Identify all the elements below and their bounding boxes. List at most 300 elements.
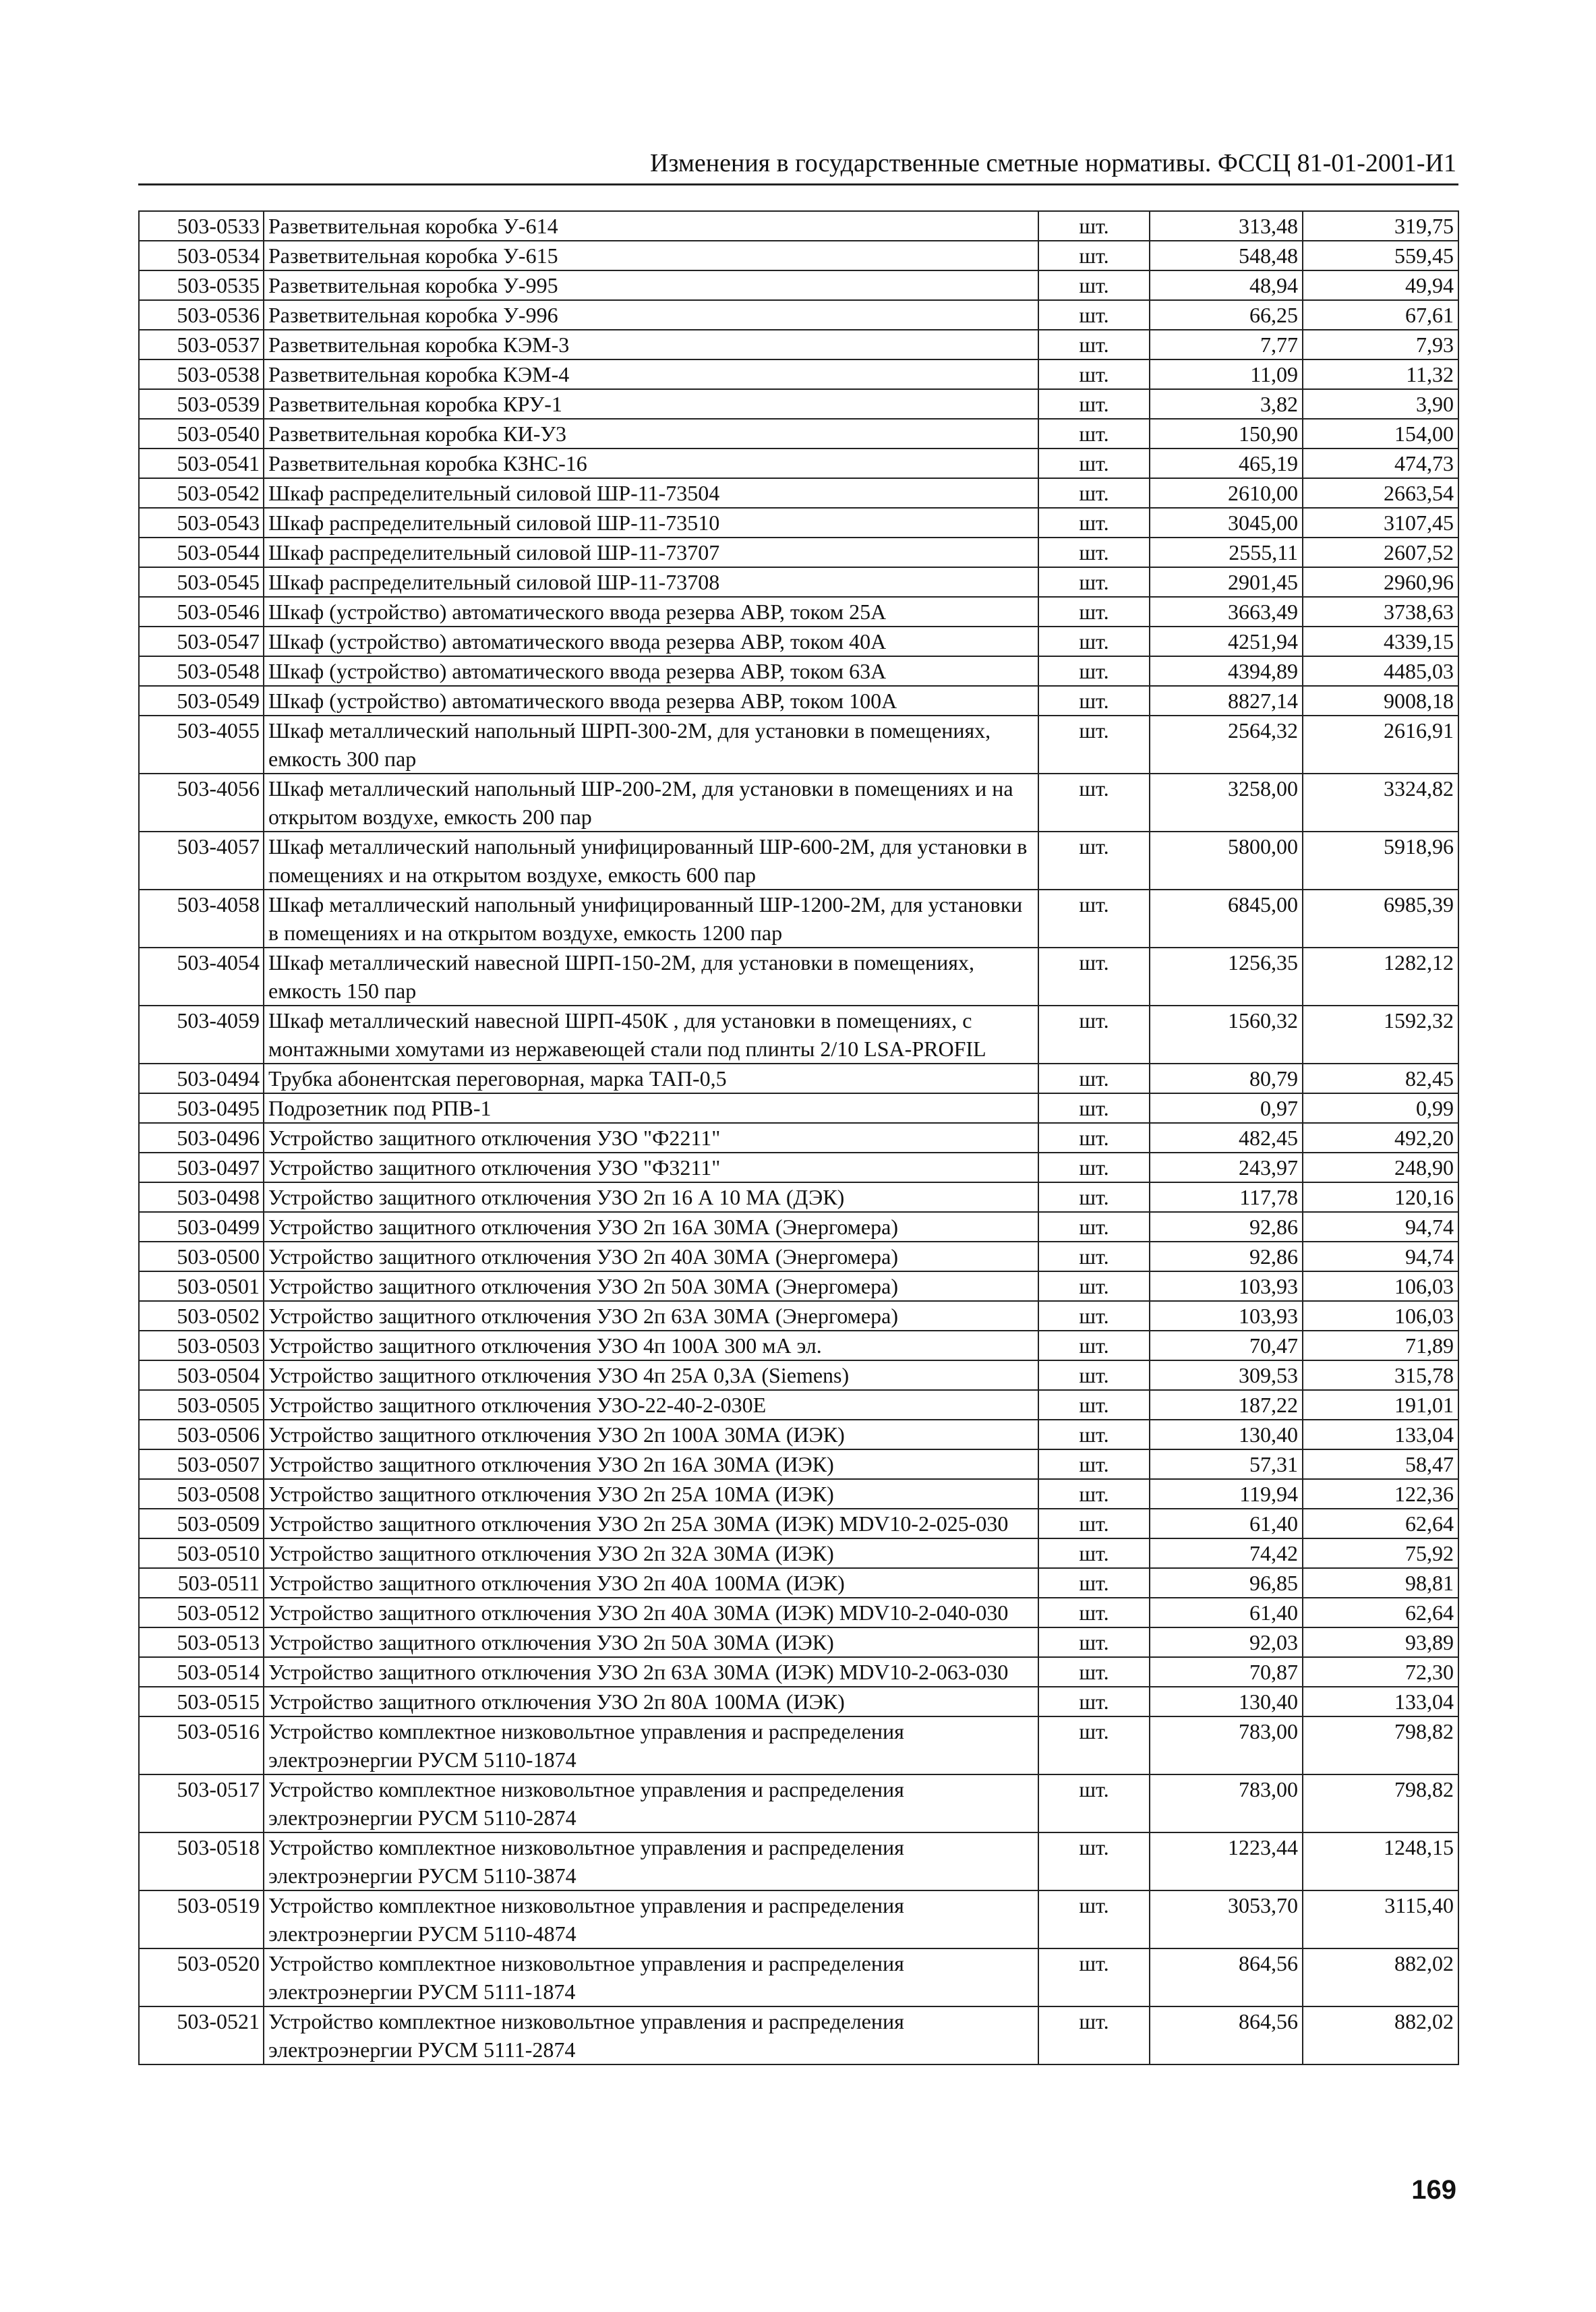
unit-cell: шт. — [1038, 1006, 1150, 1064]
unit-cell: шт. — [1038, 478, 1150, 508]
price-cell: 548,48 — [1150, 241, 1303, 270]
name-cell: Трубка абонентская переговорная, марка ТАП-0,5 — [264, 1064, 1038, 1093]
price-indexed-cell: 9008,18 — [1303, 686, 1458, 716]
price-indexed-cell: 1282,12 — [1303, 948, 1458, 1006]
unit-cell: шт. — [1038, 890, 1150, 948]
price-indexed-cell: 3324,82 — [1303, 774, 1458, 832]
price-indexed-cell: 4339,15 — [1303, 627, 1458, 656]
code-cell: 503-0549 — [139, 686, 264, 716]
code-cell: 503-0545 — [139, 567, 264, 597]
unit-cell: шт. — [1038, 1598, 1150, 1627]
unit-cell: шт. — [1038, 716, 1150, 774]
price-indexed-cell: 106,03 — [1303, 1301, 1458, 1331]
table-row — [139, 508, 1458, 538]
price-cell: 61,40 — [1150, 1509, 1303, 1538]
price-indexed-cell: 133,04 — [1303, 1420, 1458, 1449]
price-cell: 465,19 — [1150, 449, 1303, 478]
code-cell: 503-0520 — [139, 1948, 264, 2006]
name-cell: Шкаф (устройство) автоматического ввода резерва АВР, током 40А — [264, 627, 1038, 656]
price-indexed-cell: 1248,15 — [1303, 1832, 1458, 1890]
unit-cell: шт. — [1038, 1449, 1150, 1479]
table-row — [139, 890, 1458, 948]
name-cell: Устройство защитного отключения УЗО 2п 50А 30МА (Энергомера) — [264, 1271, 1038, 1301]
price-indexed-cell: 62,64 — [1303, 1598, 1458, 1627]
table-row — [139, 1390, 1458, 1420]
price-cell: 187,22 — [1150, 1390, 1303, 1420]
price-indexed-cell: 3107,45 — [1303, 508, 1458, 538]
code-cell: 503-0502 — [139, 1301, 264, 1331]
price-indexed-cell: 98,81 — [1303, 1568, 1458, 1598]
unit-cell: шт. — [1038, 686, 1150, 716]
price-cell: 119,94 — [1150, 1479, 1303, 1509]
price-indexed-cell: 94,74 — [1303, 1242, 1458, 1271]
name-cell: Шкаф металлический напольный ШР-200-2М, для установки в помещениях и на открытом воздухе, емкость 200 пар — [264, 774, 1038, 832]
code-cell: 503-0539 — [139, 389, 264, 419]
name-cell: Разветвительная коробка КИ-У3 — [264, 419, 1038, 449]
name-cell: Шкаф металлический напольный унифицированный ШР-600-2М, для установки в помещениях и на открытом воздухе, емкость 600 пар — [264, 832, 1038, 890]
unit-cell: шт. — [1038, 1948, 1150, 2006]
code-cell: 503-0521 — [139, 2006, 264, 2064]
price-indexed-cell: 2663,54 — [1303, 478, 1458, 508]
name-cell: Разветвительная коробка КЗНС-16 — [264, 449, 1038, 478]
table-row — [139, 300, 1458, 330]
unit-cell: шт. — [1038, 1509, 1150, 1538]
price-cell: 130,40 — [1150, 1420, 1303, 1449]
name-cell: Разветвительная коробка У-614 — [264, 211, 1038, 241]
price-cell: 7,77 — [1150, 330, 1303, 359]
code-cell: 503-0507 — [139, 1449, 264, 1479]
name-cell: Шкаф металлический напольный унифицированный ШР-1200-2М, для установки в помещениях и на открытом воздухе, емкость 1200 пар — [264, 890, 1038, 948]
price-cell: 74,42 — [1150, 1538, 1303, 1568]
price-cell: 3,82 — [1150, 389, 1303, 419]
name-cell: Шкаф распределительный силовой ШР-11-73707 — [264, 538, 1038, 567]
table-row — [139, 1509, 1458, 1538]
price-cell: 4394,89 — [1150, 656, 1303, 686]
price-indexed-cell: 315,78 — [1303, 1360, 1458, 1390]
code-cell: 503-0504 — [139, 1360, 264, 1390]
table-row — [139, 774, 1458, 832]
price-cell: 313,48 — [1150, 211, 1303, 241]
table-row — [139, 1568, 1458, 1598]
table-row — [139, 1360, 1458, 1390]
price-indexed-cell: 122,36 — [1303, 1479, 1458, 1509]
price-cell: 864,56 — [1150, 1948, 1303, 2006]
code-cell: 503-0542 — [139, 478, 264, 508]
price-cell: 243,97 — [1150, 1153, 1303, 1182]
price-indexed-cell: 319,75 — [1303, 211, 1458, 241]
table-row — [139, 656, 1458, 686]
code-cell: 503-0518 — [139, 1832, 264, 1890]
unit-cell: шт. — [1038, 538, 1150, 567]
unit-cell: шт. — [1038, 389, 1150, 419]
unit-cell: шт. — [1038, 567, 1150, 597]
name-cell: Устройство защитного отключения УЗО "Ф2211" — [264, 1123, 1038, 1153]
price-cell: 2610,00 — [1150, 478, 1303, 508]
code-cell: 503-0513 — [139, 1627, 264, 1657]
unit-cell: шт. — [1038, 330, 1150, 359]
unit-cell: шт. — [1038, 1182, 1150, 1212]
price-indexed-cell: 106,03 — [1303, 1271, 1458, 1301]
unit-cell: шт. — [1038, 1093, 1150, 1123]
table-row — [139, 1948, 1458, 2006]
price-cell: 2564,32 — [1150, 716, 1303, 774]
price-cell: 1223,44 — [1150, 1832, 1303, 1890]
name-cell: Устройство защитного отключения УЗО 2п 16А 30МА (Энергомера) — [264, 1212, 1038, 1242]
price-cell: 2901,45 — [1150, 567, 1303, 597]
table-row — [139, 1627, 1458, 1657]
price-cell: 70,87 — [1150, 1657, 1303, 1687]
unit-cell: шт. — [1038, 948, 1150, 1006]
price-cell: 1560,32 — [1150, 1006, 1303, 1064]
code-cell: 503-4054 — [139, 948, 264, 1006]
table-row — [139, 1182, 1458, 1212]
name-cell: Шкаф металлический навесной ШРП-450К , для установки в помещениях, с монтажными хомутами из нержавеющей стали под плинты 2/10 LSA-PROFIL — [264, 1006, 1038, 1064]
price-cell: 2555,11 — [1150, 538, 1303, 567]
code-cell: 503-0537 — [139, 330, 264, 359]
price-indexed-cell: 492,20 — [1303, 1123, 1458, 1153]
price-cell: 96,85 — [1150, 1568, 1303, 1598]
name-cell: Подрозетник под РПВ-1 — [264, 1093, 1038, 1123]
price-indexed-cell: 798,82 — [1303, 1774, 1458, 1832]
name-cell: Шкаф (устройство) автоматического ввода резерва АВР, током 63А — [264, 656, 1038, 686]
unit-cell: шт. — [1038, 1479, 1150, 1509]
price-cell: 130,40 — [1150, 1687, 1303, 1716]
unit-cell: шт. — [1038, 1627, 1150, 1657]
name-cell: Устройство комплектное низковольтное управления и распределения электроэнергии РУСМ 5111-1874 — [264, 1948, 1038, 2006]
table-row — [139, 449, 1458, 478]
table-row — [139, 270, 1458, 300]
name-cell: Устройство защитного отключения УЗО 2п 25А 30МА (ИЭК) MDV10-2-025-030 — [264, 1509, 1038, 1538]
code-cell: 503-0498 — [139, 1182, 264, 1212]
table-row — [139, 1301, 1458, 1331]
price-indexed-cell: 94,74 — [1303, 1212, 1458, 1242]
price-indexed-cell: 3738,63 — [1303, 597, 1458, 627]
name-cell: Шкаф распределительный силовой ШР-11-73708 — [264, 567, 1038, 597]
code-cell: 503-0541 — [139, 449, 264, 478]
price-indexed-cell: 62,64 — [1303, 1509, 1458, 1538]
price-indexed-cell: 11,32 — [1303, 359, 1458, 389]
price-cell: 117,78 — [1150, 1182, 1303, 1212]
table-row — [139, 1093, 1458, 1123]
table-row — [139, 627, 1458, 656]
name-cell: Устройство защитного отключения УЗО "Ф3211" — [264, 1153, 1038, 1182]
price-cell: 103,93 — [1150, 1271, 1303, 1301]
code-cell: 503-0499 — [139, 1212, 264, 1242]
price-indexed-cell: 2607,52 — [1303, 538, 1458, 567]
name-cell: Устройство защитного отключения УЗО 2п 63А 30МА (ИЭК) MDV10-2-063-030 — [264, 1657, 1038, 1687]
code-cell: 503-4058 — [139, 890, 264, 948]
unit-cell: шт. — [1038, 1212, 1150, 1242]
price-indexed-cell: 82,45 — [1303, 1064, 1458, 1093]
table-row — [139, 1271, 1458, 1301]
code-cell: 503-0516 — [139, 1716, 264, 1774]
name-cell: Шкаф металлический навесной ШРП-150-2М, для установки в помещениях, емкость 150 пар — [264, 948, 1038, 1006]
unit-cell: шт. — [1038, 1420, 1150, 1449]
unit-cell: шт. — [1038, 1153, 1150, 1182]
table-row — [139, 1123, 1458, 1153]
unit-cell: шт. — [1038, 1832, 1150, 1890]
name-cell: Шкаф (устройство) автоматического ввода резерва АВР, током 100А — [264, 686, 1038, 716]
name-cell: Разветвительная коробка У-996 — [264, 300, 1038, 330]
unit-cell: шт. — [1038, 1774, 1150, 1832]
unit-cell: шт. — [1038, 1687, 1150, 1716]
unit-cell: шт. — [1038, 774, 1150, 832]
page-number: 169 — [1411, 2175, 1456, 2205]
table-row — [139, 1420, 1458, 1449]
table-row — [139, 389, 1458, 419]
unit-cell: шт. — [1038, 1271, 1150, 1301]
unit-cell: шт. — [1038, 1538, 1150, 1568]
code-cell: 503-0533 — [139, 211, 264, 241]
code-cell: 503-0538 — [139, 359, 264, 389]
unit-cell: шт. — [1038, 241, 1150, 270]
unit-cell: шт. — [1038, 1890, 1150, 1948]
unit-cell: шт. — [1038, 1390, 1150, 1420]
table-row — [139, 1890, 1458, 1948]
name-cell: Шкаф (устройство) автоматического ввода резерва АВР, током 25А — [264, 597, 1038, 627]
price-cell: 4251,94 — [1150, 627, 1303, 656]
code-cell: 503-0500 — [139, 1242, 264, 1271]
table-row — [139, 1716, 1458, 1774]
code-cell: 503-0509 — [139, 1509, 264, 1538]
price-cell: 80,79 — [1150, 1064, 1303, 1093]
price-cell: 66,25 — [1150, 300, 1303, 330]
header-title: Изменения в государственные сметные нормативы. ФССЦ 81-01-2001-И1 — [649, 149, 1456, 177]
table-row — [139, 948, 1458, 1006]
price-indexed-cell: 7,93 — [1303, 330, 1458, 359]
name-cell: Разветвительная коробка КЭМ-3 — [264, 330, 1038, 359]
code-cell: 503-0546 — [139, 597, 264, 627]
price-indexed-cell: 72,30 — [1303, 1657, 1458, 1687]
price-cell: 8827,14 — [1150, 686, 1303, 716]
table-row — [139, 2006, 1458, 2064]
table-row — [139, 538, 1458, 567]
unit-cell: шт. — [1038, 1123, 1150, 1153]
price-indexed-cell: 3115,40 — [1303, 1890, 1458, 1948]
price-indexed-cell: 49,94 — [1303, 270, 1458, 300]
code-cell: 503-0515 — [139, 1687, 264, 1716]
table-row — [139, 330, 1458, 359]
code-cell: 503-0501 — [139, 1271, 264, 1301]
price-indexed-cell: 1592,32 — [1303, 1006, 1458, 1064]
price-table-body — [139, 211, 1458, 2064]
table-row — [139, 1153, 1458, 1182]
unit-cell: шт. — [1038, 1716, 1150, 1774]
name-cell: Разветвительная коробка КЭМ-4 — [264, 359, 1038, 389]
table-row — [139, 1687, 1458, 1716]
code-cell: 503-0536 — [139, 300, 264, 330]
code-cell: 503-0534 — [139, 241, 264, 270]
table-row — [139, 1538, 1458, 1568]
price-cell: 92,86 — [1150, 1242, 1303, 1271]
price-cell: 70,47 — [1150, 1331, 1303, 1360]
name-cell: Устройство комплектное низковольтное управления и распределения электроэнергии РУСМ 5110-2874 — [264, 1774, 1038, 1832]
price-indexed-cell: 93,89 — [1303, 1627, 1458, 1657]
price-cell: 783,00 — [1150, 1774, 1303, 1832]
unit-cell: шт. — [1038, 449, 1150, 478]
code-cell: 503-4057 — [139, 832, 264, 890]
table-row — [139, 1774, 1458, 1832]
code-cell: 503-0506 — [139, 1420, 264, 1449]
table-row — [139, 1006, 1458, 1064]
code-cell: 503-0514 — [139, 1657, 264, 1687]
name-cell: Устройство защитного отключения УЗО 2п 100А 30МА (ИЭК) — [264, 1420, 1038, 1449]
unit-cell: шт. — [1038, 832, 1150, 890]
unit-cell: шт. — [1038, 1301, 1150, 1331]
table-row — [139, 1598, 1458, 1627]
table-row — [139, 1331, 1458, 1360]
price-cell: 150,90 — [1150, 419, 1303, 449]
unit-cell: шт. — [1038, 211, 1150, 241]
price-cell: 11,09 — [1150, 359, 1303, 389]
code-cell: 503-0512 — [139, 1598, 264, 1627]
price-cell: 57,31 — [1150, 1449, 1303, 1479]
name-cell: Шкаф распределительный силовой ШР-11-73510 — [264, 508, 1038, 538]
table-row — [139, 1832, 1458, 1890]
code-cell: 503-0503 — [139, 1331, 264, 1360]
price-cell: 3053,70 — [1150, 1890, 1303, 1948]
price-indexed-cell: 474,73 — [1303, 449, 1458, 478]
price-indexed-cell: 798,82 — [1303, 1716, 1458, 1774]
price-indexed-cell: 559,45 — [1303, 241, 1458, 270]
name-cell: Устройство защитного отключения УЗО 2п 40А 100МА (ИЭК) — [264, 1568, 1038, 1598]
unit-cell: шт. — [1038, 1064, 1150, 1093]
price-cell: 783,00 — [1150, 1716, 1303, 1774]
name-cell: Устройство защитного отключения УЗО 2п 25А 10МА (ИЭК) — [264, 1479, 1038, 1509]
name-cell: Устройство комплектное низковольтное управления и распределения электроэнергии РУСМ 5110-3874 — [264, 1832, 1038, 1890]
unit-cell: шт. — [1038, 597, 1150, 627]
price-cell: 482,45 — [1150, 1123, 1303, 1153]
price-cell: 3045,00 — [1150, 508, 1303, 538]
page-header — [142, 147, 1456, 179]
name-cell: Устройство защитного отключения УЗО 2п 50А 30МА (ИЭК) — [264, 1627, 1038, 1657]
price-indexed-cell: 6985,39 — [1303, 890, 1458, 948]
price-indexed-cell: 0,99 — [1303, 1093, 1458, 1123]
price-cell: 309,53 — [1150, 1360, 1303, 1390]
code-cell: 503-0519 — [139, 1890, 264, 1948]
name-cell: Шкаф металлический напольный ШРП-300-2М, для установки в помещениях, емкость 300 пар — [264, 716, 1038, 774]
unit-cell: шт. — [1038, 1331, 1150, 1360]
name-cell: Устройство защитного отключения УЗО 4п 25А 0,3А (Siemens) — [264, 1360, 1038, 1390]
unit-cell: шт. — [1038, 508, 1150, 538]
table-row — [139, 716, 1458, 774]
price-indexed-cell: 882,02 — [1303, 2006, 1458, 2064]
code-cell: 503-0505 — [139, 1390, 264, 1420]
price-cell: 3663,49 — [1150, 597, 1303, 627]
price-cell: 92,03 — [1150, 1627, 1303, 1657]
price-indexed-cell: 133,04 — [1303, 1687, 1458, 1716]
code-cell: 503-0508 — [139, 1479, 264, 1509]
table-row — [139, 686, 1458, 716]
unit-cell: шт. — [1038, 270, 1150, 300]
price-cell: 92,86 — [1150, 1212, 1303, 1242]
name-cell: Устройство защитного отключения УЗО 2п 40А 30МА (ИЭК) MDV10-2-040-030 — [264, 1598, 1038, 1627]
name-cell: Разветвительная коробка КРУ-1 — [264, 389, 1038, 419]
code-cell: 503-0496 — [139, 1123, 264, 1153]
code-cell: 503-0495 — [139, 1093, 264, 1123]
code-cell: 503-0510 — [139, 1538, 264, 1568]
unit-cell: шт. — [1038, 419, 1150, 449]
price-indexed-cell: 58,47 — [1303, 1449, 1458, 1479]
name-cell: Устройство защитного отключения УЗО 2п 16 А 10 МА (ДЭК) — [264, 1182, 1038, 1212]
table-row — [139, 1449, 1458, 1479]
table-row — [139, 1242, 1458, 1271]
header-divider — [138, 183, 1458, 185]
table-row — [139, 241, 1458, 270]
unit-cell: шт. — [1038, 359, 1150, 389]
code-cell: 503-0494 — [139, 1064, 264, 1093]
unit-cell: шт. — [1038, 656, 1150, 686]
code-cell: 503-0544 — [139, 538, 264, 567]
price-indexed-cell: 2960,96 — [1303, 567, 1458, 597]
price-cell: 1256,35 — [1150, 948, 1303, 1006]
price-cell: 0,97 — [1150, 1093, 1303, 1123]
name-cell: Устройство защитного отключения УЗО 2п 63А 30МА (Энергомера) — [264, 1301, 1038, 1331]
price-cell: 864,56 — [1150, 2006, 1303, 2064]
price-cell: 6845,00 — [1150, 890, 1303, 948]
code-cell: 503-0540 — [139, 419, 264, 449]
code-cell: 503-0535 — [139, 270, 264, 300]
name-cell: Разветвительная коробка У-615 — [264, 241, 1038, 270]
code-cell: 503-4059 — [139, 1006, 264, 1064]
table-row — [139, 567, 1458, 597]
price-indexed-cell: 75,92 — [1303, 1538, 1458, 1568]
unit-cell: шт. — [1038, 1242, 1150, 1271]
price-cell: 5800,00 — [1150, 832, 1303, 890]
table-row — [139, 1657, 1458, 1687]
table-row — [139, 832, 1458, 890]
code-cell: 503-0497 — [139, 1153, 264, 1182]
table-row — [139, 211, 1458, 241]
unit-cell: шт. — [1038, 627, 1150, 656]
price-cell: 103,93 — [1150, 1301, 1303, 1331]
name-cell: Устройство защитного отключения УЗО 2п 32А 30МА (ИЭК) — [264, 1538, 1038, 1568]
name-cell: Устройство защитного отключения УЗО 2п 80А 100МА (ИЭК) — [264, 1687, 1038, 1716]
code-cell: 503-4056 — [139, 774, 264, 832]
table-row — [139, 478, 1458, 508]
name-cell: Устройство защитного отключения УЗО-22-40-2-030Е — [264, 1390, 1038, 1420]
price-indexed-cell: 191,01 — [1303, 1390, 1458, 1420]
price-cell: 61,40 — [1150, 1598, 1303, 1627]
code-cell: 503-0543 — [139, 508, 264, 538]
price-indexed-cell: 154,00 — [1303, 419, 1458, 449]
table-row — [139, 1479, 1458, 1509]
name-cell: Устройство комплектное низковольтное управления и распределения электроэнергии РУСМ 5110-1874 — [264, 1716, 1038, 1774]
unit-cell: шт. — [1038, 2006, 1150, 2064]
name-cell: Устройство комплектное низковольтное управления и распределения электроэнергии РУСМ 5111-2874 — [264, 2006, 1038, 2064]
table-row — [139, 597, 1458, 627]
price-indexed-cell: 3,90 — [1303, 389, 1458, 419]
table-row — [139, 359, 1458, 389]
name-cell: Устройство защитного отключения УЗО 4п 100А 300 мА эл. — [264, 1331, 1038, 1360]
table-row — [139, 1212, 1458, 1242]
price-cell: 48,94 — [1150, 270, 1303, 300]
table-row — [139, 1064, 1458, 1093]
price-indexed-cell: 4485,03 — [1303, 656, 1458, 686]
table-row — [139, 419, 1458, 449]
price-indexed-cell: 882,02 — [1303, 1948, 1458, 2006]
price-indexed-cell: 2616,91 — [1303, 716, 1458, 774]
price-indexed-cell: 248,90 — [1303, 1153, 1458, 1182]
code-cell: 503-0517 — [139, 1774, 264, 1832]
code-cell: 503-4055 — [139, 716, 264, 774]
name-cell: Устройство защитного отключения УЗО 2п 40А 30МА (Энергомера) — [264, 1242, 1038, 1271]
name-cell: Шкаф распределительный силовой ШР-11-73504 — [264, 478, 1038, 508]
code-cell: 503-0511 — [139, 1568, 264, 1598]
code-cell: 503-0547 — [139, 627, 264, 656]
name-cell: Устройство комплектное низковольтное управления и распределения электроэнергии РУСМ 5110-4874 — [264, 1890, 1038, 1948]
unit-cell: шт. — [1038, 1568, 1150, 1598]
